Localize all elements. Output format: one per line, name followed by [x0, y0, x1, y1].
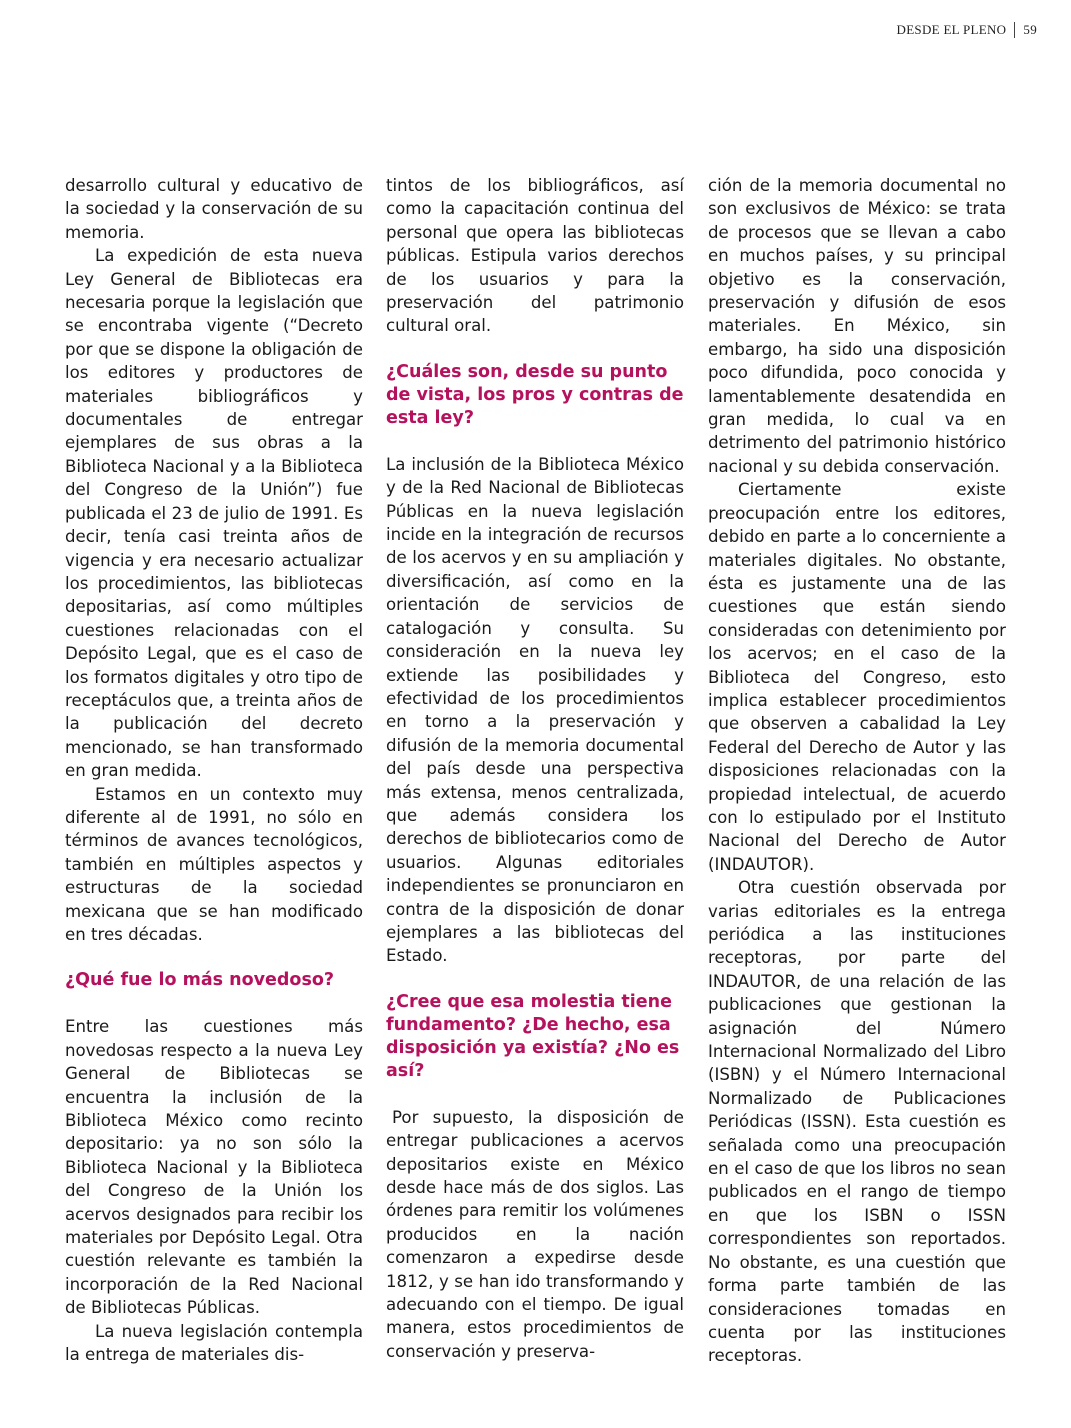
column-1 — [65, 174, 363, 1367]
header-divider — [1014, 22, 1015, 38]
page-number: 59 — [1023, 22, 1037, 37]
paragraph: desarrollo cultural y educativo de la sociedad y la conservación de su memoria. — [65, 176, 363, 242]
paragraph: Por supuesto, la disposición de entregar publicaciones a acervos depositarios existe en México desde hace más de dos siglos. Las órdenes para remitir los volúmenes producidos en la nación comenzaron a expedirse desde 1812, y se han ido transformando y adecuando con el tiempo. De igual manera, estos procedimientos de conservación y preserva- — [386, 1107, 684, 1361]
section-title: DESDE EL PLENO — [896, 22, 1007, 37]
running-header — [897, 22, 1038, 38]
paragraph: La expedición de esta nueva Ley General de Bibliotecas era necesaria porque la legislación que se encontraba vigente (“Decreto por que se dispone la obligación de los editores y productores de materiales bibliográficos y documentales de entregar ejemplares de sus obras a la Biblioteca Nacional y a la Biblioteca del Congreso de la Unión”) fue publicada el 23 de julio de 1991. Es decir, tenía casi treinta años de vigencia y era necesario actualizar los procedimientos, las bibliotecas depositarias, así como múltiples cuestiones relacionadas con el Depósito Legal, que es el caso de los formatos digitales y otro tipo de receptáculos que, a treinta años de la publicación del decreto mencionado, se han transformado en gran medida. — [65, 246, 363, 781]
paragraph: Entre las cuestiones más novedosas respecto a la nueva Ley General de Bibliotecas se encuentra la inclusión de la Biblioteca México como recinto depositario: ya no son sólo la Biblioteca Nacional y la Biblioteca del Congreso de la Unión los acervos designados para recibir los materiales por Depósito Legal. Otra cuestión relevante es también la incorporación de la Red Nacional de Bibliotecas Públicas. — [65, 1017, 363, 1318]
column-3 — [708, 174, 1006, 1368]
paragraph: Estamos en un contexto muy diferente al de 1991, no sólo en términos de avances tecnológicos, también en múltiples aspectos y estructuras de la sociedad mexicana que se han modificado en tres décadas. — [65, 784, 363, 944]
paragraph: tintos de los bibliográficos, así como la capacitación continua del personal que opera las bibliotecas públicas. Estipula varios derechos de los usuarios y para la preservación del patrimonio cultural oral. — [386, 176, 684, 336]
paragraph: ción de la memoria documental no son exclusivos de México: se trata de procesos que se llevan a cabo en muchos países, y su principal objetivo es la conservación, preservación y difusión de esos materiales. En México, sin embargo, ha sido una disposición poco difundida, poco conocida y lamentablemente desatendida en gran medida, lo cual va en detrimento del patrimonio histórico nacional y su debida conservación. — [708, 176, 1006, 476]
paragraph: Otra cuestión observada por varias editoriales es la entrega periódica a las instituciones receptoras, por parte del INDAUTOR, de una relación de las publicaciones que gestionan la asignación del Número Internacional Normalizado del Libro (ISBN) y el Número Internacional Normalizado de Publicaciones Periódicas (ISSN). Esta cuestión es señalada como una preocupación en el caso de que los libros no sean publicados en el rango de tiempo en que los ISBN o ISSN correspondientes son reportados. No obstante, es una cuestión que forma parte también de las consideraciones tomadas en cuenta por las instituciones receptoras. — [708, 878, 1006, 1366]
column-2 — [386, 174, 684, 1363]
section-heading: ¿Qué fue lo más novedoso? — [65, 970, 335, 991]
paragraph: La nueva legislación contempla la entrega de materiales dis- — [65, 1321, 363, 1365]
section-heading: ¿Cuáles son, desde su punto de vista, los pros y contras de esta ley? — [386, 361, 684, 428]
paragraph: La inclusión de la Biblioteca México y de la Red Nacional de Bibliotecas Públicas en la nueva legislación incide en la integración de recursos de los acervos y en su ampliación y diversificación, así como en la orientación de servicios de catalogación y consulta. Su consideración en la nueva ley extiende las posibilidades y efectividad de los procedimientos en torno a la preservación y difusión de la memoria documental del país desde una perspectiva más extensa, menos centralizada, que además considera los derechos de bibliotecarios como de usuarios. Algunas editoriales independientes se pronunciaron en contra de la disposición de donar ejemplares a las bibliotecas del Estado. — [386, 454, 684, 966]
paragraph: Ciertamente existe preocupación entre los editores, debido en parte a lo concerniente a materiales digitales. No obstante, ésta es justamente una de las cuestiones que están siendo consideradas con detenimiento por los acervos; en el caso de la Biblioteca del Congreso, esto implica establecer procedimientos que observen a cabalidad la Ley Federal del Derecho de Autor y las disposiciones relacionadas con la propiedad intelectual, de acuerdo con lo estipulado por el Instituto Nacional del Derecho de Autor (INDAUTOR). — [708, 480, 1006, 874]
section-heading: ¿Cree que esa molestia tiene fundamento? ¿De hecho, esa disposición ya existía? ¿No es así? — [386, 991, 680, 1081]
